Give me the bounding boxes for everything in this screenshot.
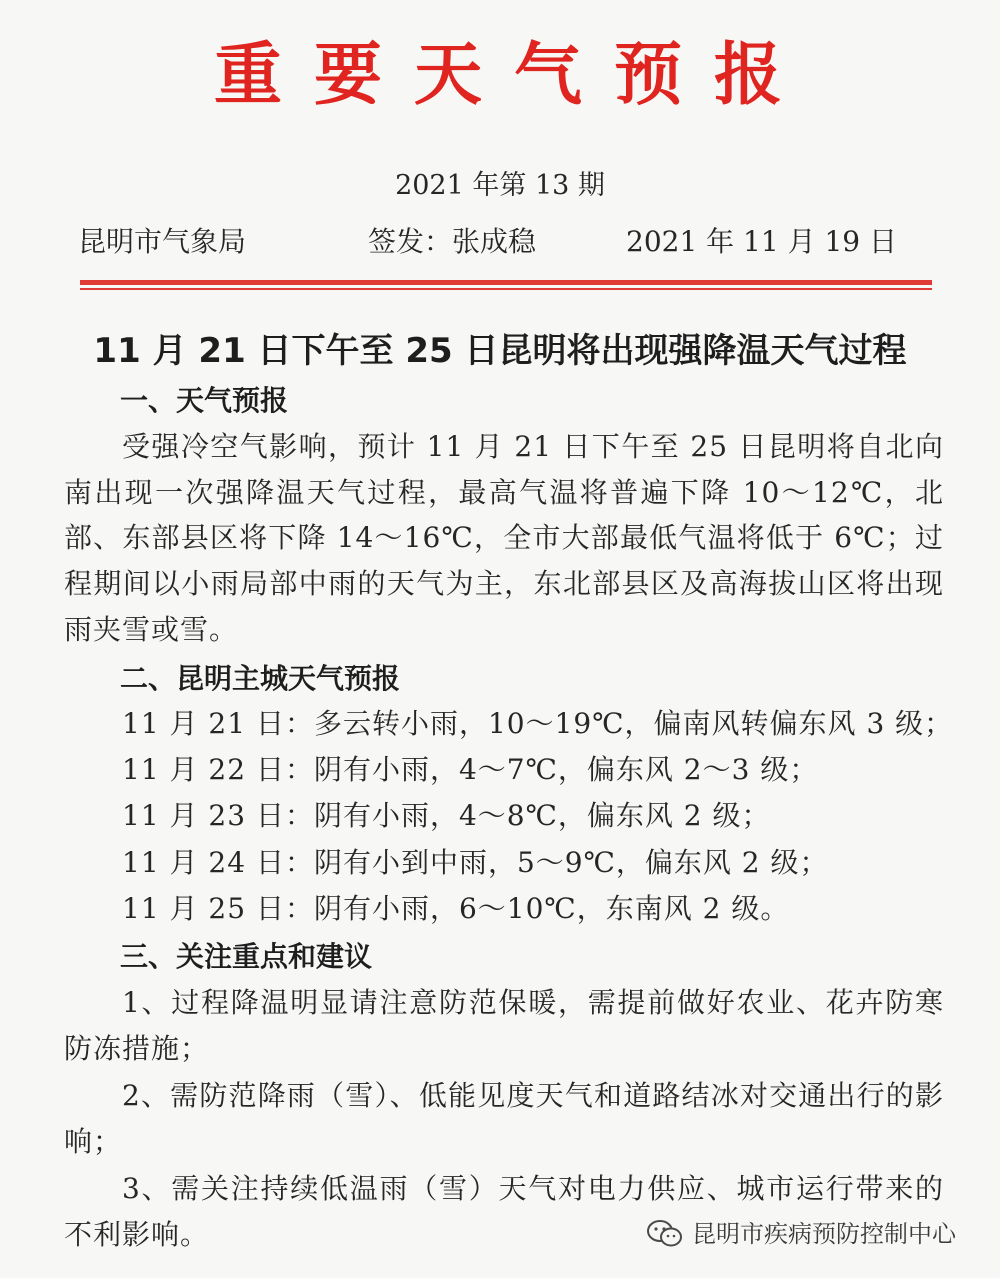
red-rule-thin (80, 288, 932, 290)
watermark (646, 1219, 956, 1249)
advice-item-3: 3、需关注持续低温雨（雪）天气对电力供应、城市运行带来的不利影响。 (64, 1172, 944, 1251)
forecast-day-24: 11 月 24 日：阴有小到中雨，5～9℃，偏东风 2 级； (122, 846, 829, 879)
red-rule-thick (80, 280, 932, 285)
section-1-title: 一、天气预报 (120, 384, 289, 417)
wechat-icon (646, 1219, 684, 1249)
advice-item-1: 1、过程降温明显请注意防范保暖，需提前做好农业、花卉防寒防冻措施； (64, 986, 944, 1065)
watermark-text: 昆明市疾病预防控制中心 (692, 1220, 956, 1248)
section-1-paragraph: 受强冷空气影响，预计 11 月 21 日下午至 25 日昆明将自北向南出现一次强降温天气过程，最高气温将普遍下降 10～12℃，北部、东部县区将下降 14～16℃，全市大部最低气温将低于 6℃；过程期间以小雨局部中雨的天气为主，东北部县区及高海拔山区将出现雨夹雪或雪。 (64, 430, 944, 646)
forecast-day-21: 11 月 21 日：多云转小雨，10～19℃，偏南风转偏东风 3 级； (122, 707, 954, 740)
masthead-title: 重要天气预报 (213, 36, 814, 115)
issue-date: 2021 年 11 月 19 日 (626, 225, 898, 258)
issuing-office: 昆明市气象局 (78, 225, 247, 258)
forecast-day-23: 11 月 23 日：阴有小雨，4～8℃，偏东风 2 级； (122, 799, 771, 832)
section-3-title: 三、关注重点和建议 (120, 940, 373, 973)
section-2-title: 二、昆明主城天气预报 (120, 662, 401, 695)
forecast-day-22: 11 月 22 日：阴有小雨，4～7℃，偏东风 2～3 级； (122, 753, 819, 786)
advice-item-2: 2、需防范降雨（雪）、低能见度天气和道路结冰对交通出行的影响； (64, 1079, 944, 1158)
issue-number: 2021 年第 13 期 (395, 170, 605, 201)
signer: 签发：张成稳 (368, 225, 537, 258)
headline: 11 月 21 日下午至 25 日昆明将出现强降温天气过程 (93, 331, 907, 371)
forecast-day-25: 11 月 25 日：阴有小雨，6～10℃，东南风 2 级。 (122, 892, 790, 925)
